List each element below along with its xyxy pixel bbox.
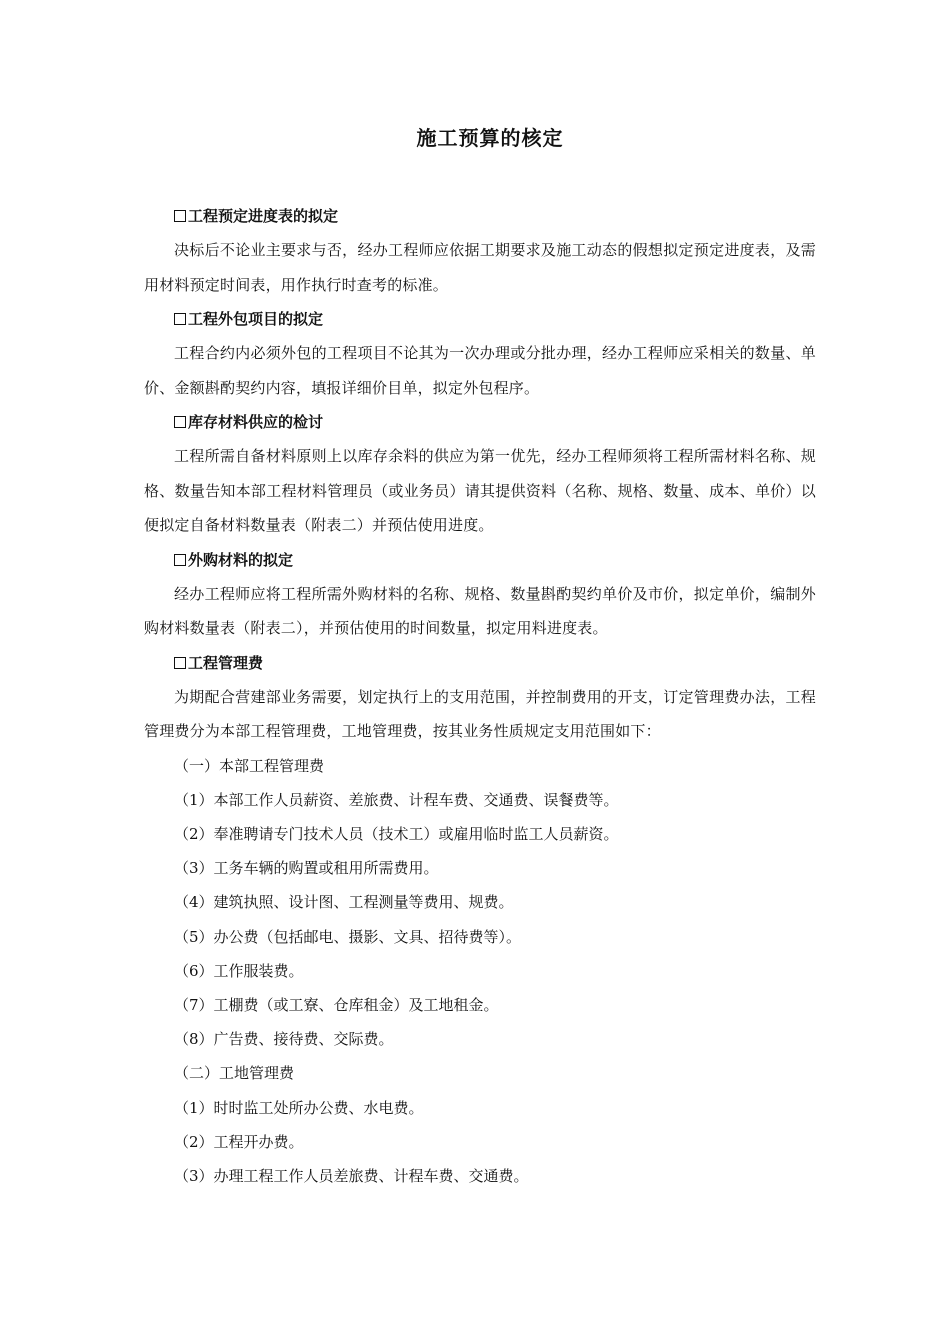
section-heading-text: 工程预定进度表的拟定	[188, 207, 339, 225]
section-heading	[144, 405, 816, 439]
list-item: （5）办公费（包括邮电、摄影、文具、招待费等）。	[174, 927, 522, 946]
section-heading-text: 库存材料供应的检讨	[188, 413, 324, 431]
section-paragraph: 决标后不论业主要求与否，经办工程师应依据工期要求及施工动态的假想拟定预定进度表，及需用材料预定时间表，用作执行时查考的标准。	[144, 241, 816, 294]
section-heading-text: 工程外包项目的拟定	[188, 310, 324, 328]
checkbox-square-icon	[174, 554, 186, 566]
checkbox-square-icon	[174, 657, 186, 669]
list-item: （2）奉准聘请专门技术人员（技术工）或雇用临时监工人员薪资。	[174, 824, 619, 843]
section-heading	[144, 199, 816, 233]
list-item: （1）本部工作人员薪资、差旅费、计程车费、交通费、误餐费等。	[174, 790, 619, 809]
section-paragraph: 经办工程师应将工程所需外购材料的名称、规格、数量斟酌契约单价及市价，拟定单价，编制外购材料数量表（附表二），并预估使用的时间数量，拟定用料进度表。	[144, 584, 816, 637]
section-paragraph: 工程所需自备材料原则上以库存余料的供应为第一优先，经办工程师须将工程所需材料名称、规格、数量告知本部工程材料管理员（或业务员）请其提供资料（名称、规格、数量、成本、单价）以便拟定自备材料数量表（附表二）并预估使用进度。	[144, 447, 816, 534]
list-item: （3）办理工程工作人员差旅费、计程车费、交通费。	[174, 1166, 529, 1185]
section-paragraph: 工程合约内必须外包的工程项目不论其为一次办理或分批办理，经办工程师应采相关的数量、单价、金额斟酌契约内容，填报详细价目单，拟定外包程序。	[144, 344, 816, 397]
list-item: （1）时时监工处所办公费、水电费。	[174, 1098, 424, 1117]
list-item: （二）工地管理费	[174, 1064, 295, 1083]
list-item: （2）工程开办费。	[174, 1132, 304, 1151]
list-item: （4）建筑执照、设计图、工程测量等费用、规费。	[174, 893, 514, 912]
list-item: （6）工作服装费。	[174, 961, 304, 980]
list-item: （8）广告费、接待费、交际费。	[174, 1030, 394, 1049]
checkbox-square-icon	[174, 416, 186, 428]
section-heading	[144, 543, 816, 577]
document-title: 施工预算的核定	[416, 126, 564, 150]
list-item: （7）工棚费（或工寮、仓库租金）及工地租金。	[174, 995, 499, 1014]
section-heading	[144, 646, 816, 680]
section-heading	[144, 302, 816, 336]
list-item: （一）本部工程管理费	[174, 756, 325, 775]
document-body	[144, 199, 816, 1193]
section-heading-text: 工程管理费	[188, 653, 264, 672]
section-paragraph: 为期配合营建部业务需要，划定执行上的支用范围，并控制费用的开支，订定管理费办法，工程管理费分为本部工程管理费，工地管理费，按其业务性质规定支用范围如下：	[144, 687, 816, 740]
checkbox-square-icon	[174, 210, 186, 222]
list-item: （3）工务车辆的购置或租用所需费用。	[174, 859, 439, 878]
section-heading-text: 外购材料的拟定	[188, 550, 294, 569]
checkbox-square-icon	[174, 313, 186, 325]
